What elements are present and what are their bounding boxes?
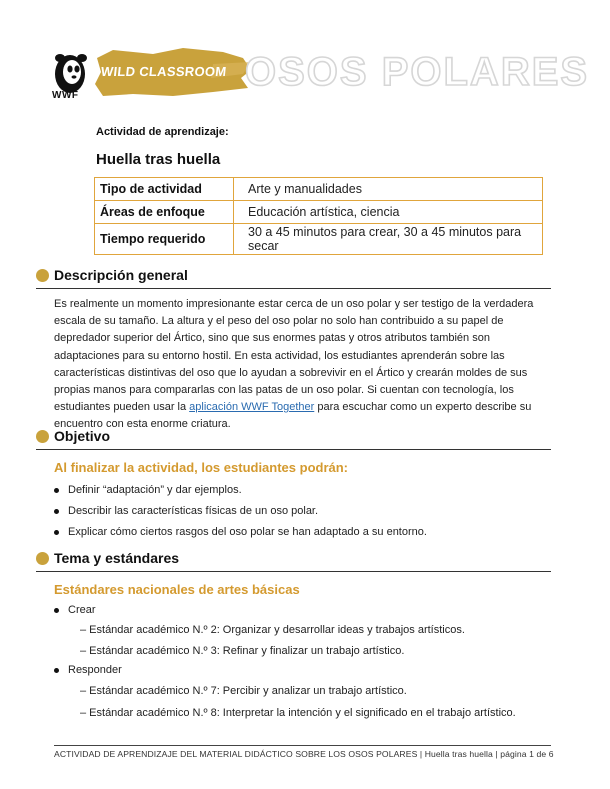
list-item-text: Definir “adaptación” y dar ejemplos.	[68, 484, 242, 496]
section-bullet-icon	[36, 269, 49, 282]
section-bullet-icon	[36, 552, 49, 565]
standards-group-name: Crear	[68, 604, 96, 616]
bullet-icon	[54, 488, 59, 493]
standards-group-name: Responder	[68, 664, 122, 676]
section-header-objective	[36, 427, 551, 450]
standards-subheading: Estándares nacionales de artes básicas	[54, 582, 300, 597]
standard-item: – Estándar académico N.º 7: Percibir y analizar un trabajo artístico.	[80, 685, 407, 697]
info-value: 30 a 45 minutos para crear, 30 a 45 minutos para secar	[234, 224, 543, 255]
bullet-icon	[54, 608, 59, 613]
info-key: Tiempo requerido	[95, 224, 234, 255]
objective-subheading: Al finalizar la actividad, los estudiantes podrán:	[54, 460, 349, 475]
list-item	[54, 504, 427, 525]
section-title: Descripción general	[54, 267, 188, 283]
overview-paragraph	[54, 296, 554, 434]
overview-text: Es realmente un momento impresionante estar cerca de un oso polar y ser testigo de la verdadera escala de su tamaño. La altura y el peso del oso polar no solo han contribuido a su papel de depredador superior del Ártico, sino que sus enormes patas y otros atributos también son adaptaciones para su entorno hostil. En esta actividad, los estudiantes aprenderán sobre las características distintivas del oso que lo ayudan a sobrevivir en el Ártico y crearán moldes de sus propias manos para compararlas con las patas de un oso polar. Si cuentan con tecnología, los estudiantes pueden usar la	[54, 298, 534, 414]
standard-item: – Estándar académico N.º 3: Refinar y finalizar un trabajo artístico.	[80, 645, 405, 657]
section-header-standards	[36, 549, 551, 572]
section-title: Tema y estándares	[54, 550, 180, 566]
overview-text-end: para escuchar como un experto describe su encuentro con esta enorme criatura.	[54, 401, 532, 431]
info-value: Educación artística, ciencia	[234, 201, 543, 224]
table-row	[95, 178, 543, 201]
standards-group-list	[54, 663, 122, 684]
section-title: Objetivo	[54, 428, 111, 444]
page-footer: ACTIVIDAD DE APRENDIZAJE DEL MATERIAL DIDÁCTICO SOBRE LOS OSOS POLARES | Huella tras huella | página 1 de 6	[54, 749, 554, 759]
list-item-text: Explicar cómo ciertos rasgos del oso polar se han adaptado a su entorno.	[68, 526, 427, 538]
bullet-icon	[54, 509, 59, 514]
banner-label: WILD CLASSROOM	[100, 64, 228, 79]
activity-info-table	[94, 177, 543, 255]
section-bullet-icon	[36, 430, 49, 443]
info-value: Arte y manualidades	[234, 178, 543, 201]
bullet-icon	[54, 530, 59, 535]
table-row	[95, 201, 543, 224]
standards-group-list	[54, 603, 96, 624]
list-item	[54, 525, 427, 546]
bullet-icon	[54, 668, 59, 673]
page-title: OSOS POLARES	[245, 50, 590, 94]
table-row	[95, 224, 543, 255]
list-item	[54, 483, 427, 504]
logo-wordmark: WWF	[52, 90, 79, 101]
objective-list	[54, 483, 427, 546]
activity-title: Huella tras huella	[96, 151, 221, 168]
info-key: Tipo de actividad	[95, 178, 234, 201]
activity-label: Actividad de aprendizaje:	[96, 126, 229, 138]
standard-item: – Estándar académico N.º 8: Interpretar la intención y el significado en el trabajo artístico.	[80, 707, 516, 719]
info-key: Áreas de enfoque	[95, 201, 234, 224]
list-item-text: Describir las características físicas de un oso polar.	[68, 505, 319, 517]
wwf-together-link[interactable]: aplicación WWF Together	[189, 401, 315, 414]
section-header-overview	[36, 266, 551, 289]
standard-item: – Estándar académico N.º 2: Organizar y desarrollar ideas y trabajos artísticos.	[80, 624, 465, 636]
list-item	[54, 663, 122, 684]
list-item	[54, 603, 96, 624]
footer-divider	[54, 745, 551, 746]
